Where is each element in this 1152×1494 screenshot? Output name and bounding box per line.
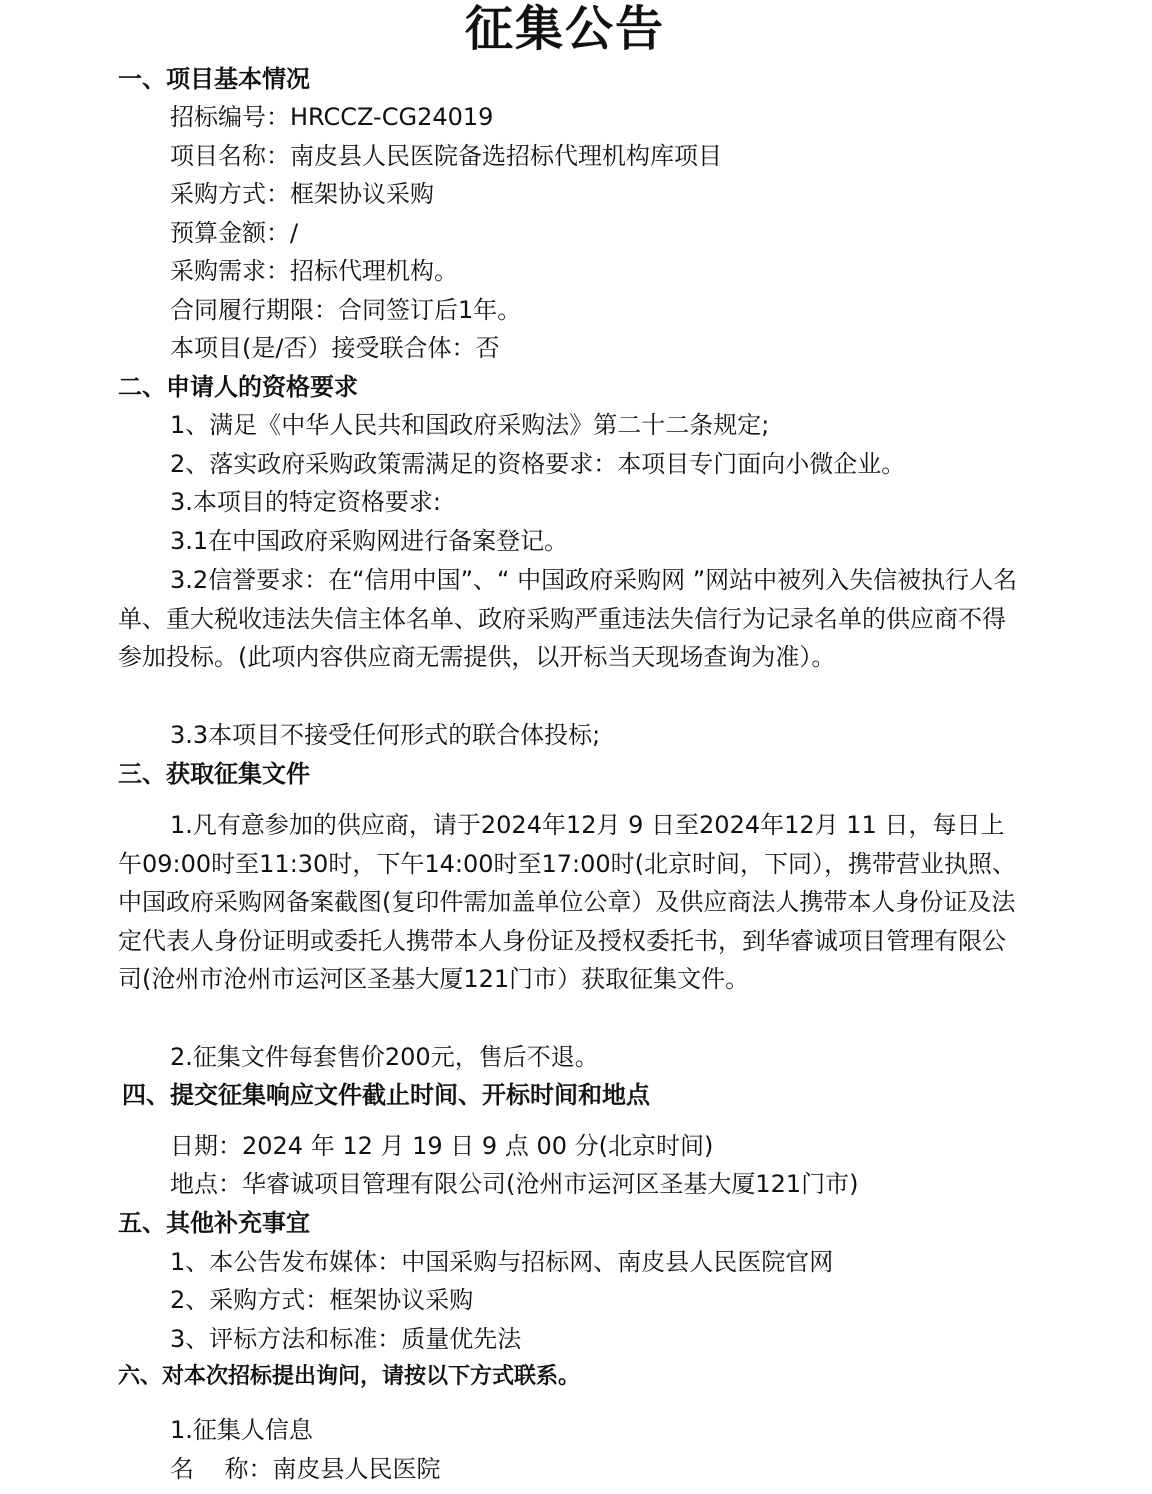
obtain-documents-paragraph: 1.凡有意参加的供应商，请于2024年12月 9 日至2024年12月 11 日，每日上午09:00时至11:30时，下午14:00时至17:00时(北京时间，下同），携带营业执照、中国政府采购网备案截图(复印件需加盖单位公章）及供应商法人携带本人身份证及法定代表人身份证明或委托人携带本人身份证及授权委托书，到华睿诚项目管理有限公司(沧州市沧州市运河区圣基大厦121门市）获取征集文件。 (118, 811, 1017, 993)
section-1-heading: 一、项目基本情况 (118, 65, 310, 93)
tender-number: 招标编号：HRCCZ-CG24019 (170, 103, 494, 131)
procurement-demand: 采购需求：招标代理机构。 (170, 257, 458, 285)
procurement-method: 采购方式：框架协议采购 (170, 180, 434, 208)
document-price: 2.征集文件每套售价200元，售后不退。 (170, 1043, 599, 1071)
section-3-heading: 三、获取征集文件 (118, 760, 310, 788)
section-5-heading: 五、其他补充事宜 (118, 1209, 310, 1237)
qualification-3-1: 3.1在中国政府采购网进行备案登记。 (170, 527, 569, 555)
project-name: 项目名称：南皮县人民医院备选招标代理机构库项目 (170, 142, 722, 170)
opening-place: 地点：华睿诚项目管理有限公司(沧州市运河区圣基大厦121门市) (170, 1170, 859, 1198)
section-2-heading: 二、申请人的资格要求 (118, 373, 358, 401)
collector-info-heading: 1.征集人信息 (170, 1416, 313, 1444)
collector-name: 名 称：南皮县人民医院 (170, 1455, 441, 1483)
opening-date: 日期：2024 年 12 月 19 日 9 点 00 分(北京时间) (170, 1132, 714, 1160)
qualification-1: 1、满足《中华人民共和国政府采购法》第二十二条规定; (170, 411, 770, 439)
publish-media: 1、本公告发布媒体：中国采购与招标网、南皮县人民医院官网 (170, 1248, 834, 1276)
section-4-heading: 四、提交征集响应文件截止时间、开标时间和地点 (122, 1081, 650, 1109)
qualification-3-3: 3.3本项目不接受任何形式的联合体投标; (170, 721, 601, 749)
qualification-3-2: 3.2信誉要求：在“信用中国”、“ 中国政府采购网 ”网站中被列入失信被执行人名单、重大税收违法失信主体名单、政府采购严重违法失信行为记录名单的供应商不得参加投标。(此项内容供应商无需提供，以开标当天现场查询为准）。 (118, 566, 1018, 671)
budget-amount: 预算金额：/ (170, 219, 299, 247)
section-6-heading: 六、对本次招标提出询问，请按以下方式联系。 (118, 1364, 581, 1389)
qualification-3: 3.本项目的特定资格要求: (170, 488, 441, 516)
procurement-method-supplement: 2、采购方式：框架协议采购 (170, 1286, 474, 1314)
evaluation-method: 3、评标方法和标准：质量优先法 (170, 1325, 522, 1353)
consortium-acceptance: 本项目(是/否）接受联合体：否 (170, 334, 500, 362)
qualification-2: 2、落实政府采购政策需满足的资格要求：本项目专门面向小微企业。 (170, 450, 906, 478)
contract-period: 合同履行期限：合同签订后1年。 (170, 296, 522, 324)
document-title: 征集公告 (464, 1, 665, 57)
